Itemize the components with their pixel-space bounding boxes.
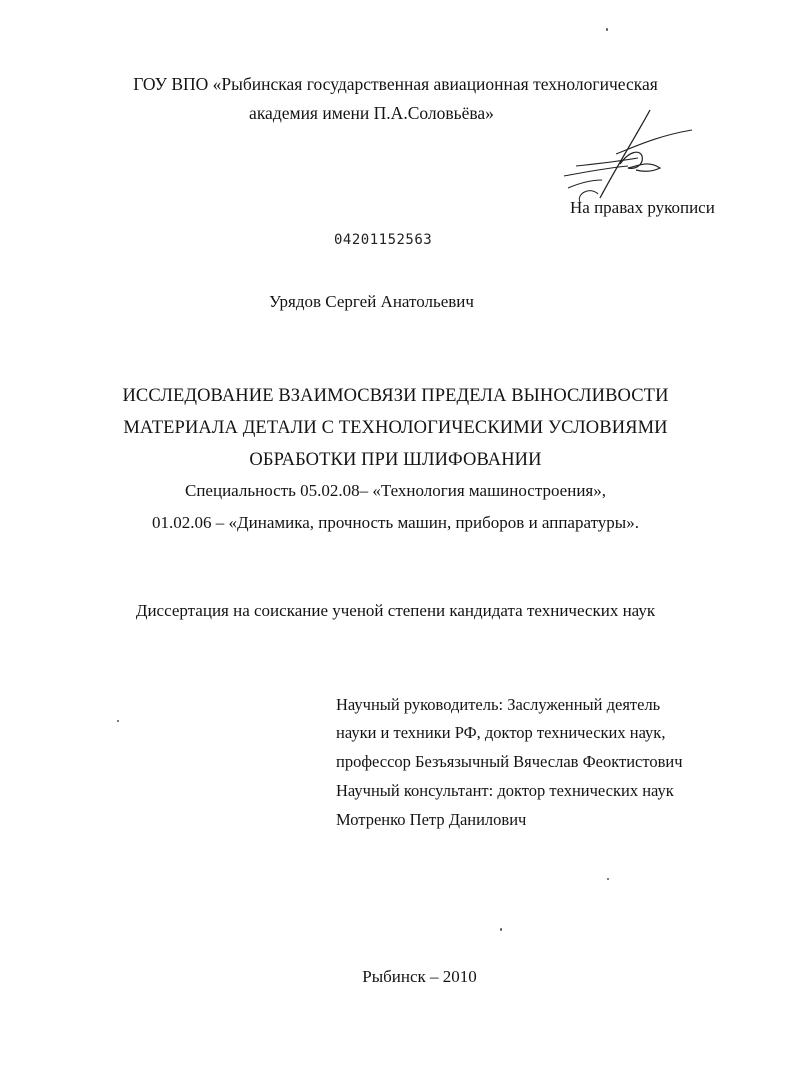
dissertation-title-line1: ИССЛЕДОВАНИЕ ВЗАИМОСВЯЗИ ПРЕДЕЛА ВЫНОСЛИВОСТИ bbox=[122, 386, 669, 406]
institution-name-line2: академия имени П.А.Соловьёва» bbox=[249, 103, 494, 123]
dissertation-title-line2: МАТЕРИАЛА ДЕТАЛИ С ТЕХНОЛОГИЧЕСКИМИ УСЛОВИЯМИ bbox=[123, 418, 668, 438]
author-name: Урядов Сергей Анатольевич bbox=[269, 292, 474, 311]
consultant-line2: Мотренко Петр Данилович bbox=[336, 810, 527, 829]
scan-speck bbox=[500, 928, 502, 931]
scan-speck bbox=[117, 720, 119, 722]
dissertation-degree-note: Диссертация на соискание ученой степени кандидата технических наук bbox=[135, 601, 656, 620]
scan-speck bbox=[606, 28, 608, 31]
advisor-line1: Научный руководитель: Заслуженный деятель bbox=[336, 695, 661, 714]
advisor-line3: профессор Безъязычный Вячеслав Феоктистович bbox=[336, 752, 683, 771]
manuscript-rights-note: На правах рукописи bbox=[570, 198, 715, 217]
sheet-number-stamp: 04201152563 bbox=[334, 232, 433, 248]
specialty-line1: Специальность 05.02.08– «Технология машиностроения», bbox=[184, 481, 606, 500]
consultant-line1: Научный консультант: доктор технических наук bbox=[336, 781, 674, 800]
specialty-line2: 01.02.06 – «Динамика, прочность машин, приборов и аппаратуры». bbox=[152, 513, 639, 532]
institution-name-line1: ГОУ ВПО «Рыбинская государственная авиационная технологическая bbox=[133, 74, 658, 94]
advisor-line2: науки и техники РФ, доктор технических наук, bbox=[336, 723, 666, 742]
scan-speck bbox=[607, 878, 609, 880]
dissertation-title-line3: ОБРАБОТКИ ПРИ ШЛИФОВАНИИ bbox=[249, 450, 542, 470]
city-year: Рыбинск – 2010 bbox=[362, 967, 477, 986]
